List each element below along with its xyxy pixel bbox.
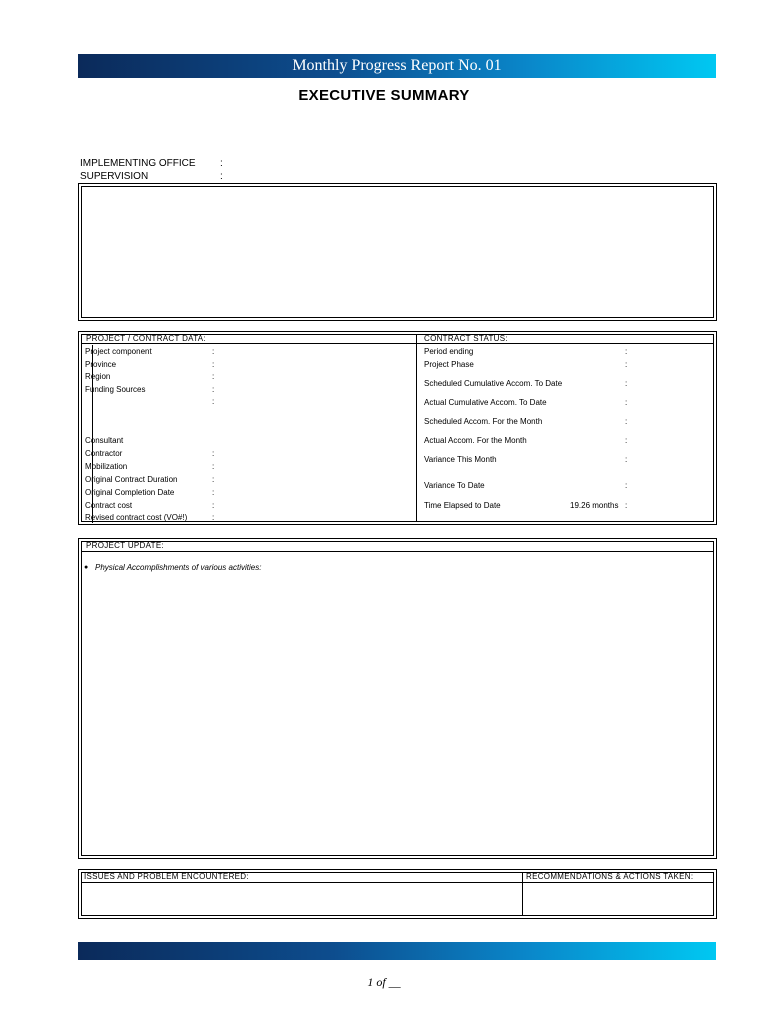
issues-heading: ISSUES AND PROBLEM ENCOUNTERED:	[84, 872, 249, 881]
recommendations-heading: RECOMMENDATIONS & ACTIONS TAKEN:	[526, 872, 694, 881]
row-colon: :	[212, 462, 215, 471]
project-update-box	[78, 538, 717, 859]
project-component-label: Project component	[85, 347, 152, 356]
original-completion-date-label: Original Completion Date	[85, 488, 175, 497]
contract-status-heading: CONTRACT STATUS:	[424, 334, 508, 343]
row-colon: :	[625, 360, 628, 369]
issues-header-rule	[81, 882, 714, 883]
row-colon: :	[212, 513, 215, 522]
page-number: 1 of __	[367, 975, 401, 989]
contractor-label: Contractor	[85, 449, 123, 458]
bullet-icon: ●	[84, 564, 89, 571]
row-colon: :	[625, 481, 628, 490]
province-label: Province	[85, 360, 117, 369]
original-contract-duration-label: Original Contract Duration	[85, 475, 178, 484]
row-colon: :	[212, 385, 215, 394]
region-label: Region	[85, 372, 111, 381]
row-colon: :	[625, 347, 628, 356]
period-ending-label: Period ending	[424, 347, 474, 356]
row-colon: :	[625, 379, 628, 388]
row-colon: :	[212, 449, 215, 458]
row-colon: :	[212, 347, 215, 356]
contract-data-divider	[416, 334, 417, 522]
implementing-office-colon: :	[220, 158, 223, 169]
supervision-label: SUPERVISION	[80, 171, 149, 182]
project-update-header-rule	[81, 551, 714, 552]
row-colon: :	[212, 501, 215, 510]
project-contract-data-heading: PROJECT / CONTRACT DATA:	[86, 334, 206, 343]
scheduled-month-label: Scheduled Accom. For the Month	[424, 417, 543, 426]
project-update-heading: PROJECT UPDATE:	[86, 541, 164, 550]
summary-box	[78, 183, 717, 321]
project-phase-label: Project Phase	[424, 360, 474, 369]
issues-divider	[522, 872, 523, 916]
row-colon: :	[625, 455, 628, 464]
variance-to-date-label: Variance To Date	[424, 481, 485, 490]
scheduled-cumulative-label: Scheduled Cumulative Accom. To Date	[424, 379, 563, 388]
row-colon: :	[212, 488, 215, 497]
consultant-label: Consultant	[85, 436, 124, 445]
row-colon: :	[625, 436, 628, 445]
variance-month-label: Variance This Month	[424, 455, 497, 464]
footer-banner	[78, 942, 716, 960]
report-title: Monthly Progress Report No. 01	[292, 57, 502, 74]
time-elapsed-value: 19.26 months	[570, 501, 619, 510]
mobilization-label: Mobilization	[85, 462, 128, 471]
revised-contract-cost-label: Revised contract cost (VO#!)	[85, 513, 188, 522]
implementing-office-label: IMPLEMENTING OFFICE	[80, 158, 196, 169]
contract-data-header-rule	[81, 343, 714, 344]
actual-month-label: Actual Accom. For the Month	[424, 436, 527, 445]
row-colon: :	[212, 360, 215, 369]
physical-accomplishments-text: Physical Accomplishments of various activities:	[95, 563, 262, 572]
row-colon: :	[212, 397, 215, 406]
row-colon: :	[212, 372, 215, 381]
page-title: EXECUTIVE SUMMARY	[298, 87, 470, 104]
row-colon: :	[625, 501, 628, 510]
supervision-colon: :	[220, 171, 223, 182]
row-colon: :	[212, 475, 215, 484]
actual-cumulative-label: Actual Cumulative Accom. To Date	[424, 398, 547, 407]
contract-cost-label: Contract cost	[85, 501, 133, 510]
funding-sources-label: Funding Sources	[85, 385, 146, 394]
row-colon: :	[625, 417, 628, 426]
time-elapsed-label: Time Elapsed to Date	[424, 501, 501, 510]
row-colon: :	[625, 398, 628, 407]
